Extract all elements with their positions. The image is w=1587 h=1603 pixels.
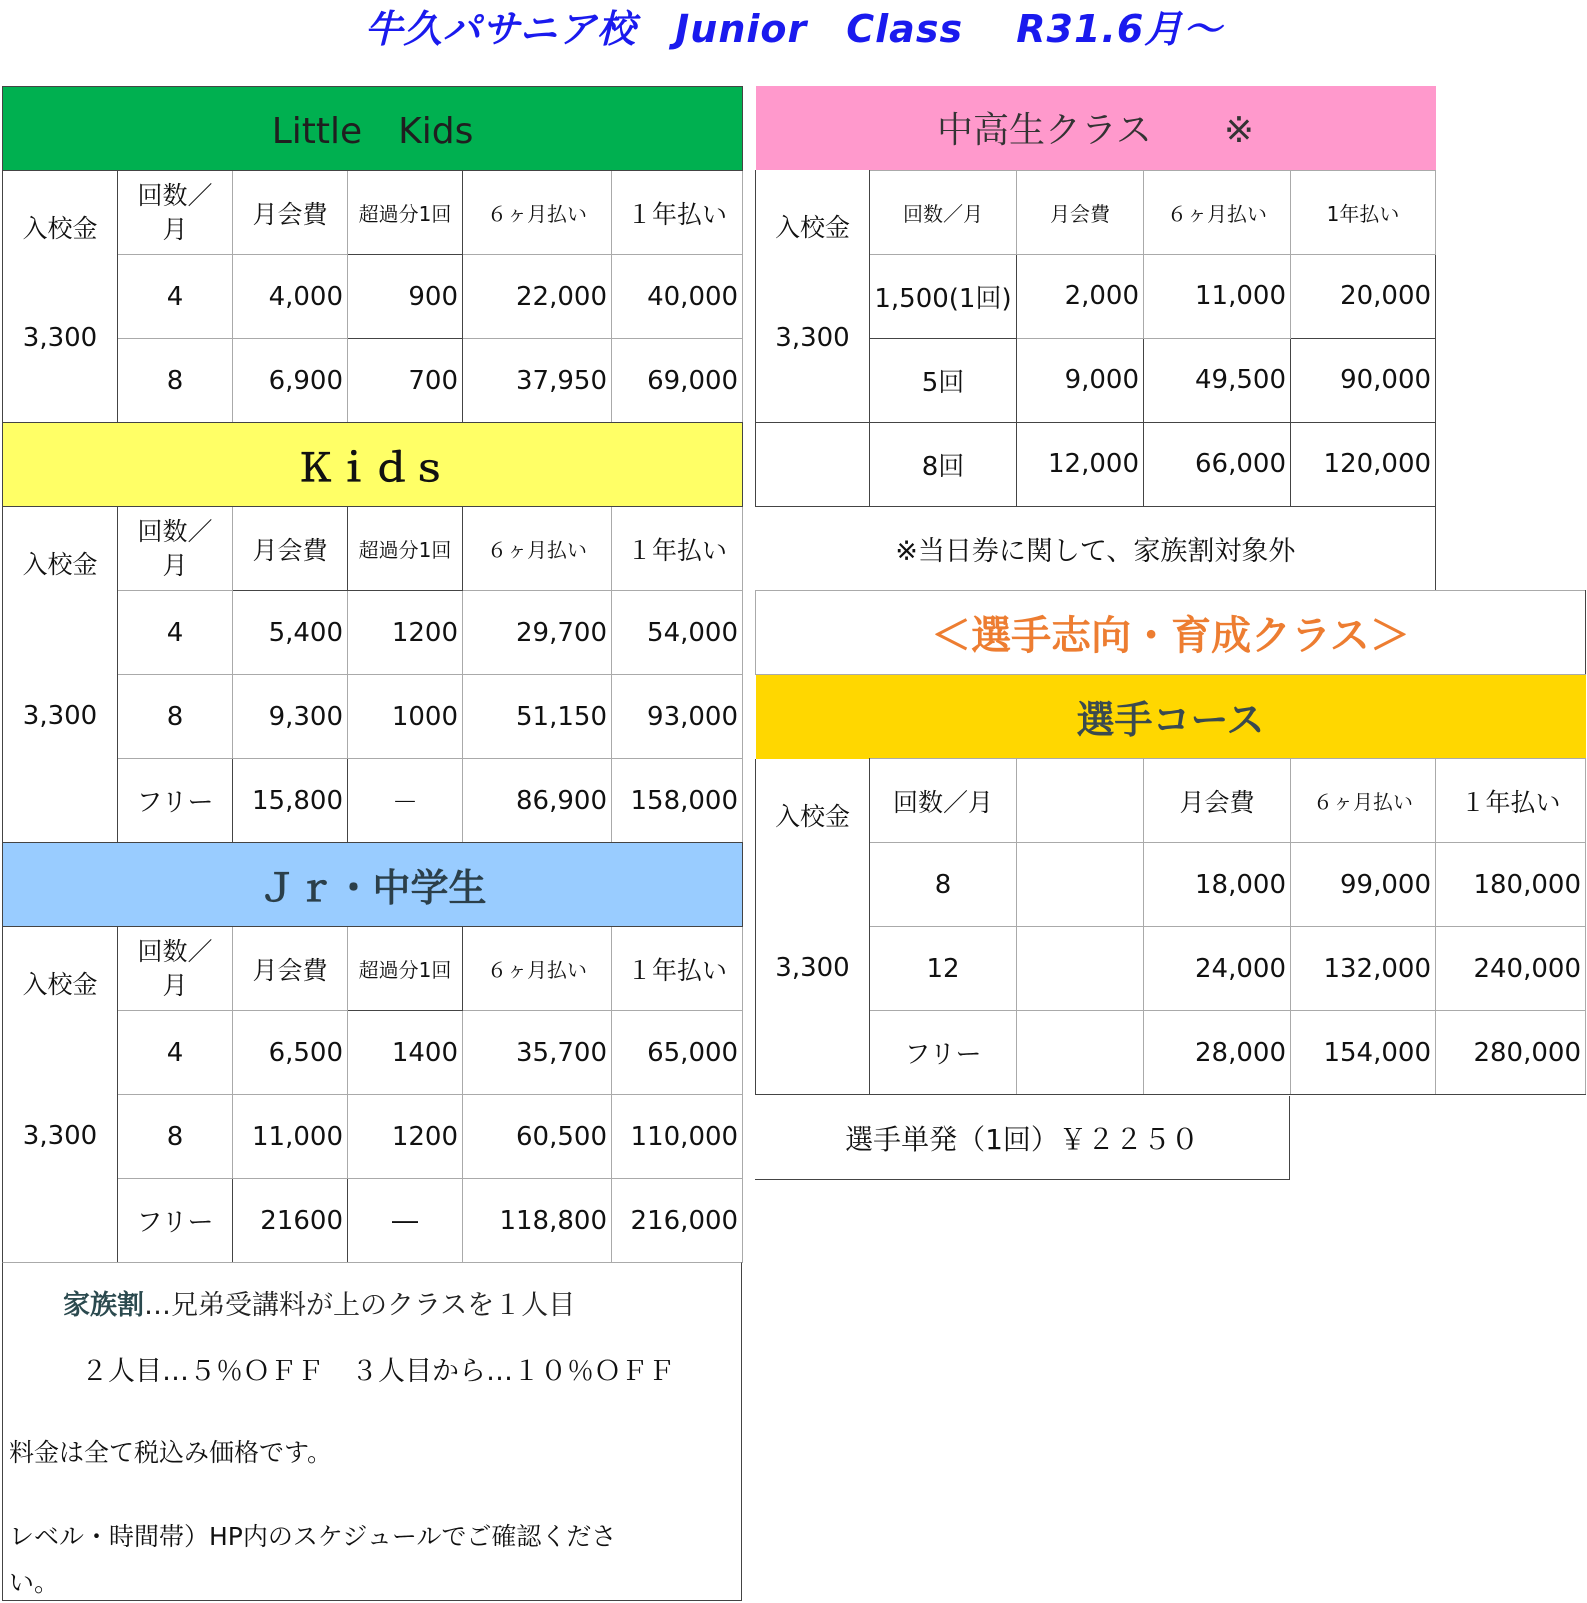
kaisu-cell: フリー	[870, 1011, 1017, 1095]
year-cell: 65,000	[612, 1011, 743, 1095]
year-cell: 158,000	[612, 759, 743, 843]
table-row	[756, 254, 1436, 338]
kaisu-cell: 8	[118, 339, 233, 423]
monthly-cell: 6,500	[233, 1011, 348, 1095]
year-cell: 240,000	[1436, 927, 1586, 1011]
tanpatsu-box	[755, 1096, 1290, 1180]
six-month-header: ６ヶ月払い	[463, 507, 612, 591]
six-month-header: ６ヶ月払い	[463, 927, 612, 1011]
gekkaihi-header: 月会費	[1144, 759, 1291, 843]
six-cell: 11,000	[1144, 254, 1291, 338]
monthly-cell: 15,800	[233, 759, 348, 843]
kaisu-header: 回数／月	[870, 170, 1017, 254]
empty-cell	[1017, 1011, 1144, 1095]
kaisu-cell: フリー	[118, 1179, 233, 1263]
six-cell: 37,950	[463, 339, 612, 423]
kaisu-cell: 8	[118, 1095, 233, 1179]
excess-cell: 1400	[348, 1011, 463, 1095]
kaisu-cell: 4	[118, 255, 233, 339]
year-cell: 20,000	[1291, 254, 1436, 338]
kids-table	[2, 422, 743, 843]
gekkaihi-header: 月会費	[233, 507, 348, 591]
choka-header: 超過分1回	[348, 927, 463, 1011]
six-cell: 118,800	[463, 1179, 612, 1263]
choka-header: 超過分1回	[348, 507, 463, 591]
six-cell: 60,500	[463, 1095, 612, 1179]
excess-cell: ―	[348, 1179, 463, 1263]
page-title: 牛久パサニア校 Junior Class R31.6月～	[364, 7, 1223, 51]
kaisu-cell: 12	[870, 927, 1017, 1011]
kaisu-cell: 4	[118, 1011, 233, 1095]
table-row	[3, 591, 743, 675]
year-cell: 90,000	[1291, 338, 1436, 422]
monthly-cell: 12,000	[1017, 422, 1144, 506]
table-row	[756, 1011, 1586, 1095]
chukou-banner: 中高生クラス ※	[756, 86, 1436, 170]
jr-banner: Ｊｒ・中学生	[3, 843, 743, 927]
monthly-cell: 24,000	[1144, 927, 1291, 1011]
monthly-cell: 5,400	[233, 591, 348, 675]
fee-cell: 3,300	[756, 843, 870, 1095]
kaisu-header: 回数／ 月	[118, 171, 233, 255]
six-cell: 29,700	[463, 591, 612, 675]
kaisu-header: 回数／ 月	[118, 507, 233, 591]
kaisu-cell: 1,500(1回)	[870, 254, 1017, 338]
six-cell: 99,000	[1291, 843, 1436, 927]
kazoku-line	[63, 1283, 575, 1322]
gekkaihi-header: 月会費	[233, 927, 348, 1011]
six-cell: 22,000	[463, 255, 612, 339]
table-row	[756, 843, 1586, 927]
six-cell: 154,000	[1291, 1011, 1436, 1095]
year-cell: 120,000	[1291, 422, 1436, 506]
monthly-cell: 4,000	[233, 255, 348, 339]
tax-note: 料金は全て税込み価格です。	[9, 1438, 333, 1467]
monthly-cell: 9,000	[1017, 338, 1144, 422]
monthly-cell: 21600	[233, 1179, 348, 1263]
empty-header-cell	[1017, 759, 1144, 843]
kazoku-text: …兄弟受講料が上のクラスを１人目	[144, 1290, 576, 1321]
six-month-header: ６ヶ月払い	[463, 171, 612, 255]
fee-cell: 3,300	[3, 591, 118, 843]
excess-cell: 1000	[348, 675, 463, 759]
table-row	[3, 1011, 743, 1095]
year-cell: 110,000	[612, 1095, 743, 1179]
level-note: レベル・時間帯）HP内のスケジュールでご確認くださ	[9, 1522, 617, 1551]
year-header: １年払い	[612, 507, 743, 591]
six-cell: 66,000	[1144, 422, 1291, 506]
little-kids-table	[2, 86, 743, 423]
discount-line: ２人目…５％ＯＦＦ ３人目から…１０％ＯＦＦ	[81, 1356, 675, 1387]
nyukoukin-header: 入校金	[756, 759, 870, 843]
year-header: １年払い	[612, 171, 743, 255]
empty-cell	[1017, 927, 1144, 1011]
kaisu-header: 回数／月	[870, 759, 1017, 843]
year-cell: 69,000	[612, 339, 743, 423]
kaisu-cell: 5回	[870, 338, 1017, 422]
empty-cell	[1017, 843, 1144, 927]
year-header: 1年払い	[1291, 170, 1436, 254]
monthly-cell: 11,000	[233, 1095, 348, 1179]
senshu-table	[755, 590, 1586, 1095]
chukou-note: ※当日券に関して、家族割対象外	[756, 506, 1436, 590]
kaisu-cell: 8	[870, 843, 1017, 927]
table-row	[756, 927, 1586, 1011]
kaisu-header: 回数／ 月	[118, 927, 233, 1011]
year-header: １年払い	[1436, 759, 1586, 843]
excess-cell: 1200	[348, 1095, 463, 1179]
year-header: １年払い	[612, 927, 743, 1011]
choka-header: 超過分1回	[348, 171, 463, 255]
nyukoukin-header: 入校金	[3, 171, 118, 255]
empty-cell	[756, 422, 870, 506]
little-kids-banner: Little Kids	[3, 87, 743, 171]
monthly-cell: 18,000	[1144, 843, 1291, 927]
senshu-banner: 選手コース	[756, 675, 1586, 759]
level-note-cont: い。	[9, 1568, 60, 1597]
year-cell: 54,000	[612, 591, 743, 675]
tanpatsu-text: 選手単発（1回）￥２２５０	[845, 1122, 1199, 1156]
year-cell: 93,000	[612, 675, 743, 759]
six-cell: 49,500	[1144, 338, 1291, 422]
jr-table	[2, 842, 743, 1263]
fee-cell: 3,300	[3, 1011, 118, 1263]
fee-cell: 3,300	[756, 254, 870, 422]
six-cell: 132,000	[1291, 927, 1436, 1011]
monthly-cell: 6,900	[233, 339, 348, 423]
nyukoukin-header: 入校金	[3, 927, 118, 1011]
gekkaihi-header: 月会費	[233, 171, 348, 255]
year-cell: 40,000	[612, 255, 743, 339]
notes-box	[2, 1262, 742, 1601]
six-cell: 51,150	[463, 675, 612, 759]
excess-cell: 1200	[348, 591, 463, 675]
year-cell: 180,000	[1436, 843, 1586, 927]
monthly-cell: 2,000	[1017, 254, 1144, 338]
chukou-table	[755, 86, 1436, 590]
kazoku-label: 家族割	[63, 1290, 144, 1321]
excess-cell: 700	[348, 339, 463, 423]
six-cell: 86,900	[463, 759, 612, 843]
kaisu-cell: 8回	[870, 422, 1017, 506]
kaisu-cell: フリー	[118, 759, 233, 843]
monthly-cell: 28,000	[1144, 1011, 1291, 1095]
six-month-header: ６ヶ月払い	[1291, 759, 1436, 843]
kaisu-cell: 4	[118, 591, 233, 675]
table-row	[3, 255, 743, 339]
nyukoukin-header: 入校金	[756, 170, 870, 254]
year-cell: 280,000	[1436, 1011, 1586, 1095]
ikusei-heading: ＜選手志向・育成クラス＞	[756, 591, 1586, 675]
fee-cell: 3,300	[3, 255, 118, 423]
gekkaihi-header: 月会費	[1017, 170, 1144, 254]
six-month-header: ６ヶ月払い	[1144, 170, 1291, 254]
year-cell: 216,000	[612, 1179, 743, 1263]
excess-cell: －	[348, 759, 463, 843]
monthly-cell: 9,300	[233, 675, 348, 759]
excess-cell: 900	[348, 255, 463, 339]
table-row	[756, 422, 1436, 506]
kaisu-cell: 8	[118, 675, 233, 759]
six-cell: 35,700	[463, 1011, 612, 1095]
kids-banner: Ｋｉｄｓ	[3, 423, 743, 507]
nyukoukin-header: 入校金	[3, 507, 118, 591]
